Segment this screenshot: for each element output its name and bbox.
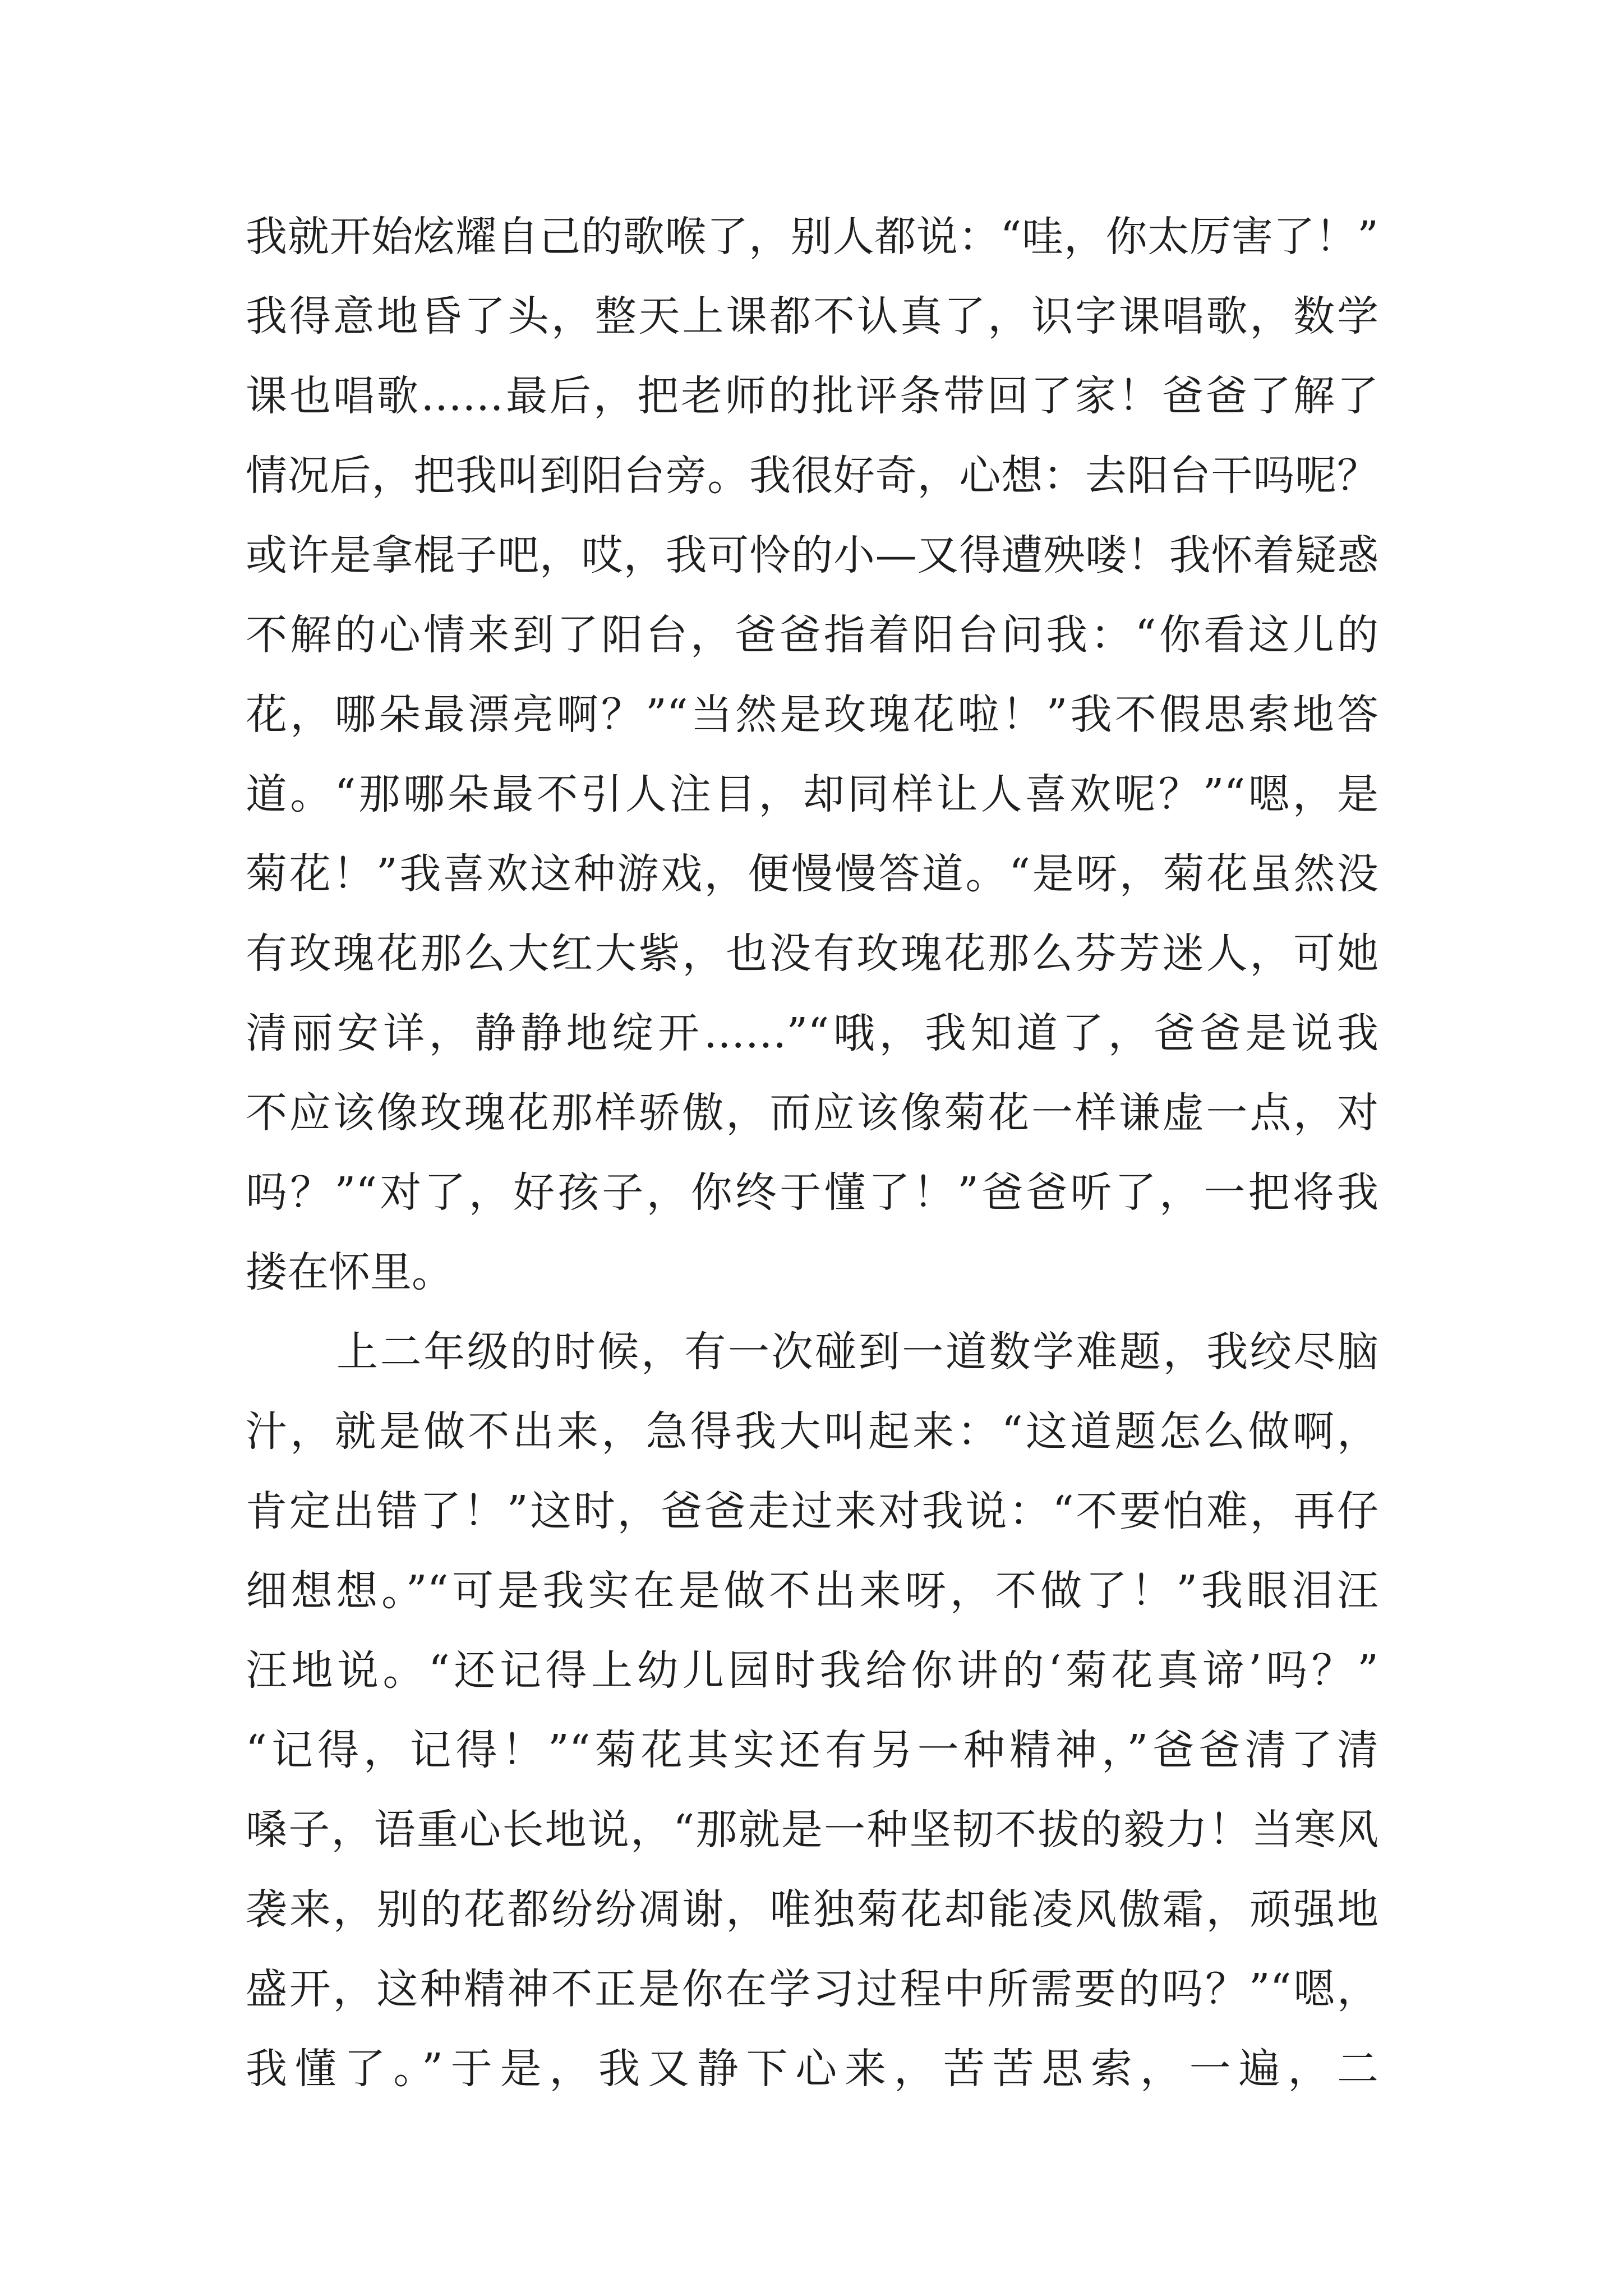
text-line: 汪地说。“还记得上幼儿园时我给你讲的‘菊花真谛’吗？” [246,1646,1378,1695]
text-line: 盛开，这种精神不正是你在学习过程中所需要的吗？”“嗯， [246,1965,1378,2013]
text-line: 道。“那哪朵最不引人注目，却同样让人喜欢呢？”“嗯，是 [246,770,1378,818]
text-line: 不应该像玫瑰花那样骄傲，而应该像菊花一样谦虚一点，对 [246,1089,1378,1137]
text-line: 我懂了。”于是，我又静下心来，苦苦思索，一遍，二 [246,2045,1378,2093]
text-line: 上二年级的时候，有一次碰到一道数学难题，我绞尽脑 [336,1328,1378,1376]
text-line: 搂在怀里。 [246,1248,453,1296]
text-line: 嗓子，语重心长地说，“那就是一种坚韧不拔的毅力！当寒风 [246,1806,1378,1854]
text-line: 花，哪朵最漂亮啊？”“当然是玫瑰花啦！”我不假思索地答 [246,691,1378,739]
text-line: 细想想。”“可是我实在是做不出来呀，不做了！”我眼泪汪 [246,1567,1378,1615]
text-line: 肯定出错了！”这时，爸爸走过来对我说：“不要怕难，再仔 [246,1487,1378,1535]
text-line: 课也唱歌……最后，把老师的批评条带回了家！爸爸了解了 [246,372,1378,420]
text-line: 我就开始炫耀自己的歌喉了，别人都说：“哇，你太厉害了！” [246,213,1378,261]
text-line: 清丽安详，静静地绽开……”“哦，我知道了，爸爸是说我 [246,1009,1378,1057]
text-line: 汁，就是做不出来，急得我大叫起来：“这道题怎么做啊， [246,1407,1378,1456]
text-line: 或许是拿棍子吧，哎，我可怜的小—又得遭殃喽！我怀着疑惑 [246,531,1378,579]
text-line: 有玫瑰花那么大红大紫，也没有玫瑰花那么芬芳迷人，可她 [246,930,1378,978]
text-line: 情况后，把我叫到阳台旁。我很好奇，心想：去阳台干吗呢？ [246,452,1378,500]
text-line: 袭来，别的花都纷纷凋谢，唯独菊花却能凌风傲霜，顽强地 [246,1885,1378,1934]
text-line: 不解的心情来到了阳台，爸爸指着阳台问我：“你看这儿的 [246,611,1378,659]
text-line: 我得意地昏了头，整天上课都不认真了，识字课唱歌，数学 [246,292,1378,341]
text-line: “记得，记得！”“菊花其实还有另一种精神，”爸爸清了清 [246,1726,1378,1774]
text-line: 吗？”“对了，好孩子，你终于懂了！”爸爸听了，一把将我 [246,1168,1378,1217]
text-line: 菊花！”我喜欢这种游戏，便慢慢答道。“是呀，菊花虽然没 [246,850,1378,898]
